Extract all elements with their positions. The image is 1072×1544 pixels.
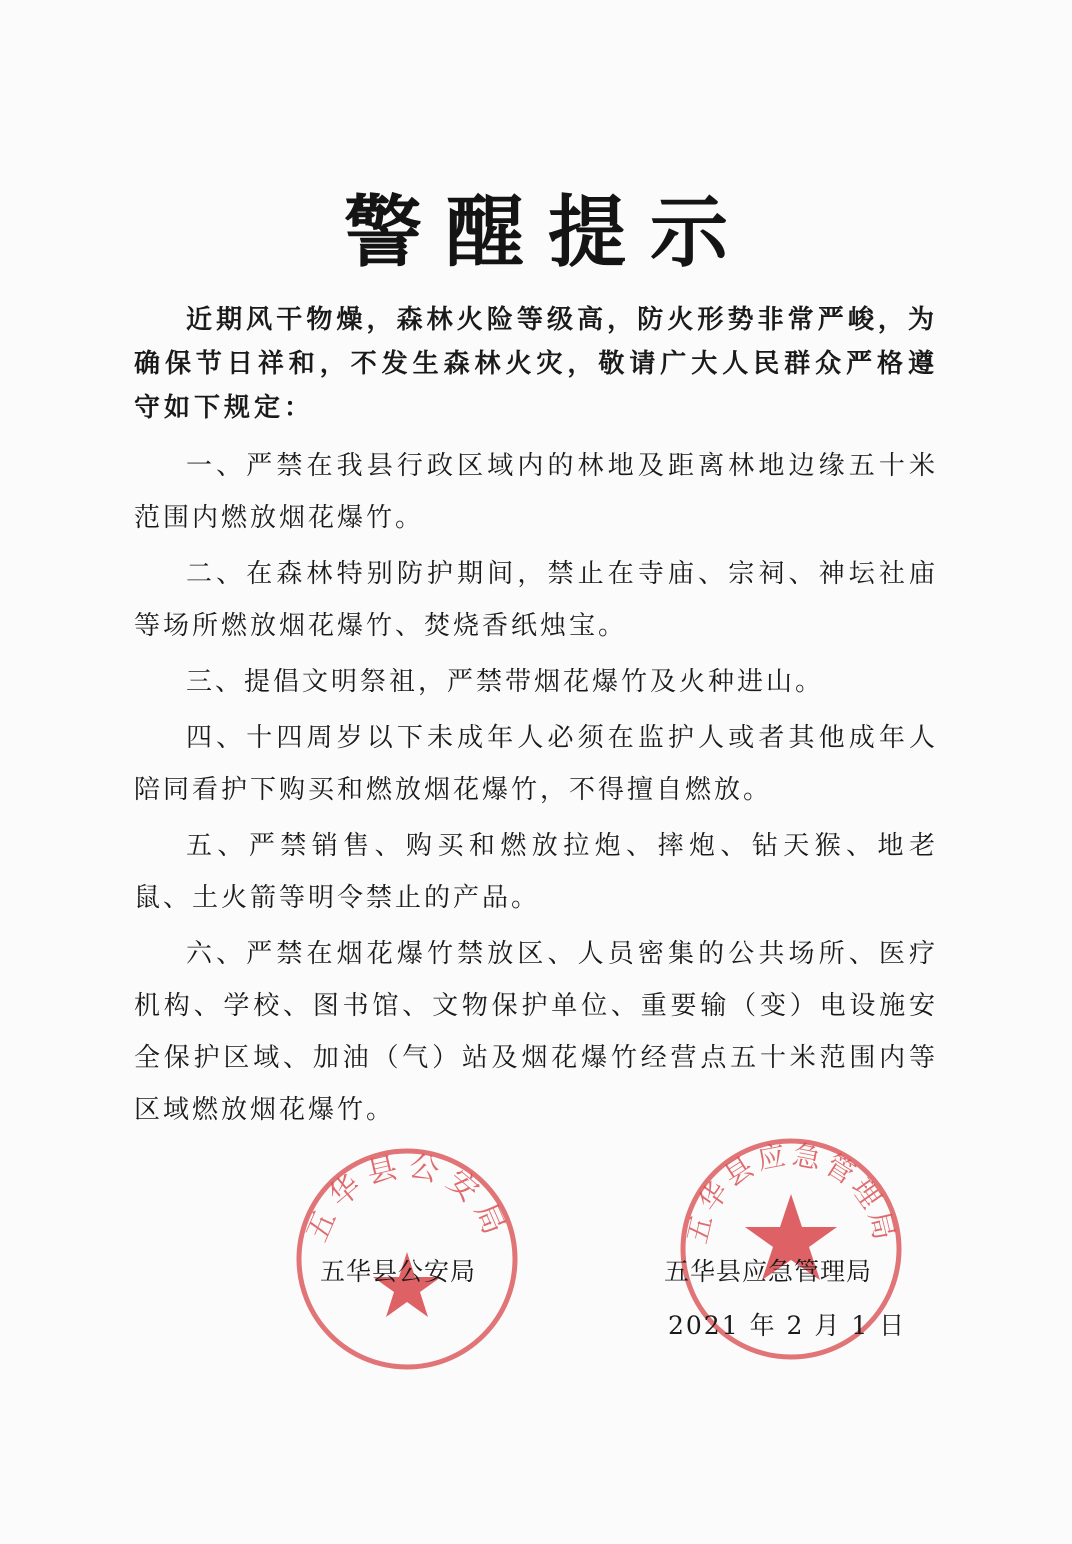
- rule-item-3: 三、提倡文明祭祖，严禁带烟花爆竹及火种进山。: [186, 667, 825, 697]
- issuer-emergency-management: 五华县应急管理局: [664, 1257, 873, 1286]
- issue-date: 2021 年 2 月 1 日: [668, 1311, 907, 1340]
- rule-item-2: 二、在森林特别防护期间，禁止在寺庙、宗祠、神坛社庙等场所燃放烟花爆竹、焚烧香纸烛宝。: [134, 559, 938, 641]
- document-body: [134, 298, 938, 1136]
- issuer-public-security: 五华县公安局: [320, 1257, 477, 1286]
- svg-text:五华县公安局: 五华县公安局: [299, 1148, 515, 1247]
- rule-item-1: 一、严禁在我县行政区域内的林地及距离林地边缘五十米范围内燃放烟花爆竹。: [134, 451, 938, 533]
- rule-item-5: 五、严禁销售、购买和燃放拉炮、摔炮、钻天猴、地老鼠、土火箭等明令禁止的产品。: [134, 831, 938, 913]
- rule-item-4: 四、十四周岁以下未成年人必须在监护人或者其他成年人陪同看护下购买和燃放烟花爆竹，不得擅自燃放。: [134, 723, 938, 805]
- svg-text:五华县应急管理局: 五华县应急管理局: [680, 1137, 902, 1247]
- document-title: 警醒提示: [343, 188, 752, 278]
- rule-item-6: 六、严禁在烟花爆竹禁放区、人员密集的公共场所、医疗机构、学校、图书馆、文物保护单位、重要输（变）电设施安全保护区域、加油（气）站及烟花爆竹经营点五十米范围内等区域燃放烟花爆竹。: [134, 939, 938, 1125]
- intro-paragraph: 近期风干物燥，森林火险等级高，防火形势非常严峻，为确保节日祥和，不发生森林火灾，敬请广大人民群众严格遵守如下规定：: [134, 305, 938, 423]
